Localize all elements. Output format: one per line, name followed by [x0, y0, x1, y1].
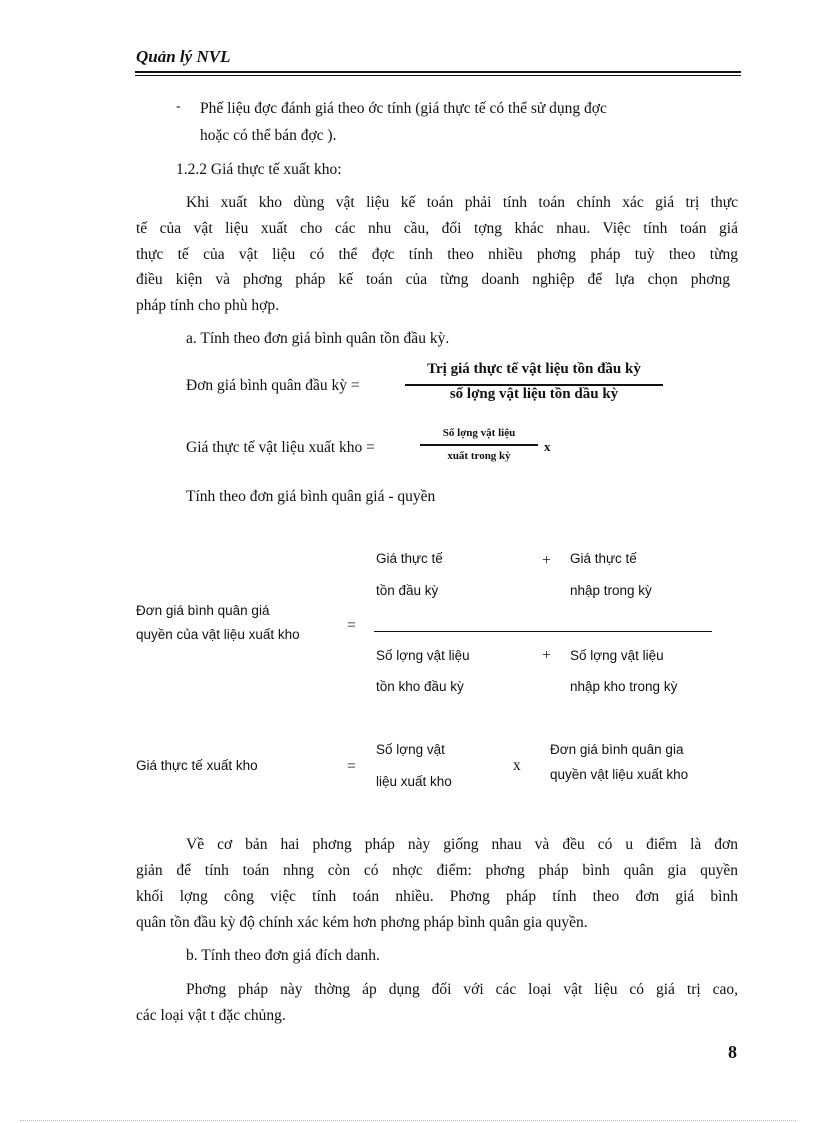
formula1-numerator: Trị giá thực tế vật liệu tồn đầu kỳ: [427, 361, 641, 377]
formula3-den-b-line2: nhập kho trong kỳ: [570, 679, 678, 694]
weighted-average-title: Tính theo đơn giá bình quân giá - quyền: [186, 488, 436, 505]
bullet1-line2: hoặc có thể bán đợc ).: [200, 127, 337, 144]
formula1-lhs: Đơn giá bình quân đầu kỳ =: [186, 377, 360, 394]
formula4-lhs: Giá thực tế xuất kho: [136, 758, 258, 773]
formula4-right-line2: quyền vật liệu xuất kho: [550, 767, 689, 782]
formula2-numerator: Số lợng vật liệu: [442, 427, 516, 439]
formula3-plus-bottom: +: [542, 647, 551, 664]
formula4-times: x: [513, 757, 521, 774]
formula3-lhs-line1: Đơn giá bình quân giá: [136, 603, 270, 618]
formula3-den-a-line1: Số lợng vật liệu: [376, 648, 470, 663]
formula3-num-a-line2: tồn đầu kỳ: [376, 583, 439, 598]
item-b-heading: b. Tính theo đơn giá đích danh.: [186, 947, 380, 964]
section-heading-1-2-2: 1.2.2 Giá thực tế xuất kho:: [176, 161, 342, 178]
header-title: Quản lý NVL: [136, 47, 231, 66]
para1-line4: điều kiện và phơng pháp kế toán của từng doanh nghiệp để lựa chọn phơng: [136, 271, 730, 288]
para2-line4: quân tồn đầu kỳ độ chính xác kém hơn phơng pháp bình quân gia quyền.: [136, 914, 588, 931]
formula4-mid-line2: liệu xuất kho: [376, 774, 452, 789]
para1-line5: pháp tính cho phù hợp.: [136, 297, 279, 314]
formula3-num-b-line2: nhập trong kỳ: [570, 583, 652, 598]
para2-line1: Về cơ bản hai phơng pháp này giống nhau và đều có u điểm là đơn: [186, 836, 738, 853]
formula4-right-line1: Đơn giá bình quân gia: [550, 742, 684, 757]
formula2-fraction-bar: [420, 444, 538, 446]
formula4-equals: =: [347, 758, 356, 775]
formula2-lhs: Giá thực tế vật liệu xuất kho =: [186, 439, 375, 456]
formula3-fraction-bar: [374, 631, 712, 632]
formula2-times: x: [544, 439, 551, 454]
item-a-heading: a. Tính theo đơn giá bình quân tồn đầu kỳ.: [186, 330, 450, 347]
bullet1-line1: Phế liệu đợc đánh giá theo ớc tính (giá thực tế có thể sử dụng đợc: [200, 100, 607, 117]
para2-line3: khối lợng công việc tính toán nhiều. Phơng pháp tính theo đơn giá bình: [136, 888, 738, 905]
formula2-denominator: xuất trong kỳ: [447, 450, 511, 462]
formula3-equals: =: [347, 617, 356, 634]
formula3-num-a-line1: Giá thực tế: [376, 551, 443, 566]
page-number: 8: [728, 1042, 737, 1062]
formula3-plus-top: +: [542, 552, 551, 569]
formula3-den-b-line1: Số lợng vật liệu: [570, 648, 664, 663]
para1-line1: Khi xuất kho dùng vật liệu kế toán phải tính toán chính xác giá trị thực: [186, 194, 738, 211]
bullet-marker: -: [176, 99, 181, 114]
para3-line1: Phơng pháp này thờng áp dụng đối với các loại vật liệu có giá trị cao,: [186, 981, 738, 998]
para1-line3: thực tế của vật liệu có thể đợc tính theo nhiều phơng pháp tuỳ theo từng: [136, 246, 738, 263]
formula3-num-b-line1: Giá thực tế: [570, 551, 637, 566]
formula3-lhs-line2: quyền của vật liệu xuất kho: [136, 627, 300, 642]
header-rule-thin: [135, 75, 741, 76]
formula4-mid-line1: Số lợng vật: [376, 742, 445, 757]
formula1-denominator: số lợng vật liệu tồn dầu kỳ: [449, 386, 619, 402]
header-rule-thick: [135, 71, 741, 73]
para3-line2: các loại vật t đặc chủng.: [136, 1007, 286, 1024]
para2-line2: giản để tính toán nhng còn có nhợc điểm: phơng pháp bình quân gia quyền: [136, 862, 738, 879]
footer-dotted-line: [20, 1120, 796, 1121]
formula3-den-a-line2: tồn kho đầu kỳ: [376, 679, 464, 694]
para1-line2: tế của vật liệu xuất cho các nhu cầu, đối tợng khác nhau. Việc tính toán giá: [136, 220, 738, 237]
